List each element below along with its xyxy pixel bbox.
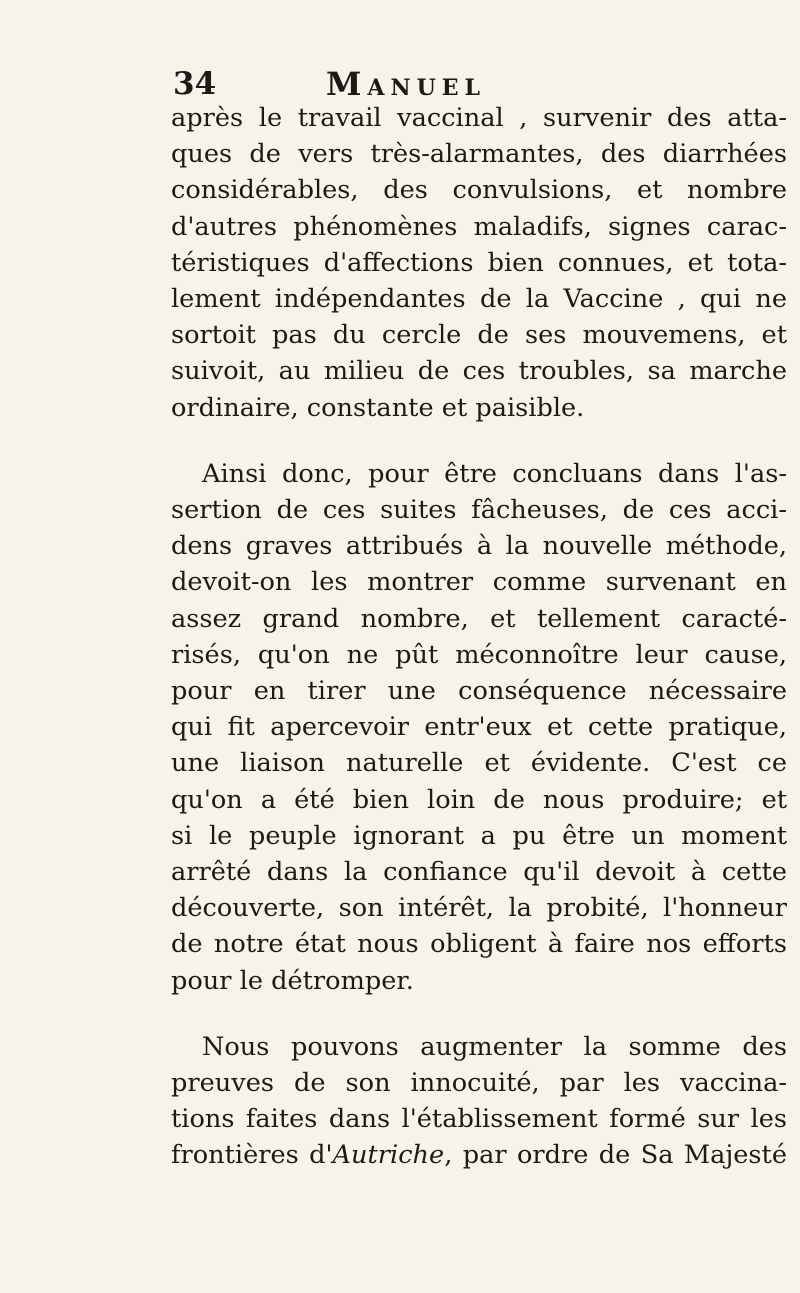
text-line: lement indépendantes de la Vaccine , qui ne (171, 284, 787, 315)
text-line: sortoit pas du cercle de ses mouvemens, et (171, 320, 787, 351)
text-line: après le travail vaccinal , survenir des atta- (171, 103, 787, 133)
page-number: 34 (173, 66, 217, 102)
text-line: téristiques d'affections bien connues, et tota- (171, 247, 787, 278)
body-text (171, 100, 787, 1174)
text-line: assez grand nombre, et tellement caracté- (171, 603, 787, 634)
text-line: tions faites dans l'établissement formé sur les (171, 1104, 787, 1135)
text-line: si le peuple ignorant a pu être un moment (171, 820, 787, 851)
text-run: , par ordre de Sa Majesté (444, 1140, 787, 1171)
text-line: qu'on a été bien loin de nous produire; et (171, 784, 787, 815)
text-line: dens graves attribués à la nouvelle méthode, (171, 531, 787, 562)
text-line: sertion de ces suites fâcheuses, de ces acci- (171, 495, 787, 526)
text-line: Ainsi donc, pour être concluans dans l'as- (202, 458, 787, 489)
page-header (173, 64, 673, 104)
text-run: frontières d' (171, 1140, 333, 1171)
text-line: qui fit apercevoir entr'eux et cette pratique, (171, 712, 787, 743)
text-line: pour le détromper. (171, 965, 414, 996)
running-head: Manuel (326, 65, 487, 103)
text-line: de notre état nous obligent à faire nos efforts (171, 929, 787, 960)
text-line: devoit-on les montrer comme survenant en (171, 567, 787, 598)
italic-place-name: Autriche (332, 1140, 445, 1171)
text-line: suivoit, au milieu de ces troubles, sa marche (171, 356, 787, 387)
paragraph (171, 100, 787, 426)
text-line (171, 1137, 787, 1173)
text-line: Nous pouvons augmenter la somme des (202, 1031, 787, 1062)
text-line: ques de vers très-alarmantes, des diarrhées (171, 139, 787, 170)
text-line: considérables, des convulsions, et nombre (171, 175, 787, 206)
text-line: pour en tirer une conséquence nécessaire (171, 676, 787, 707)
text-line: d'autres phénomènes maladifs, signes carac- (171, 211, 787, 242)
text-line: ordinaire, constante et paisible. (171, 392, 585, 423)
paragraph (171, 456, 787, 999)
text-line: arrêté dans la confiance qu'il devoit à cette (171, 857, 787, 888)
paragraph (171, 1029, 787, 1174)
text-line: une liaison naturelle et évidente. C'est ce (171, 748, 787, 779)
text-line: preuves de son innocuité, par les vaccina- (171, 1068, 787, 1099)
text-line: risés, qu'on ne pût méconnoître leur cause, (171, 639, 787, 670)
text-line: découverte, son intérêt, la probité, l'honneur (171, 893, 787, 924)
